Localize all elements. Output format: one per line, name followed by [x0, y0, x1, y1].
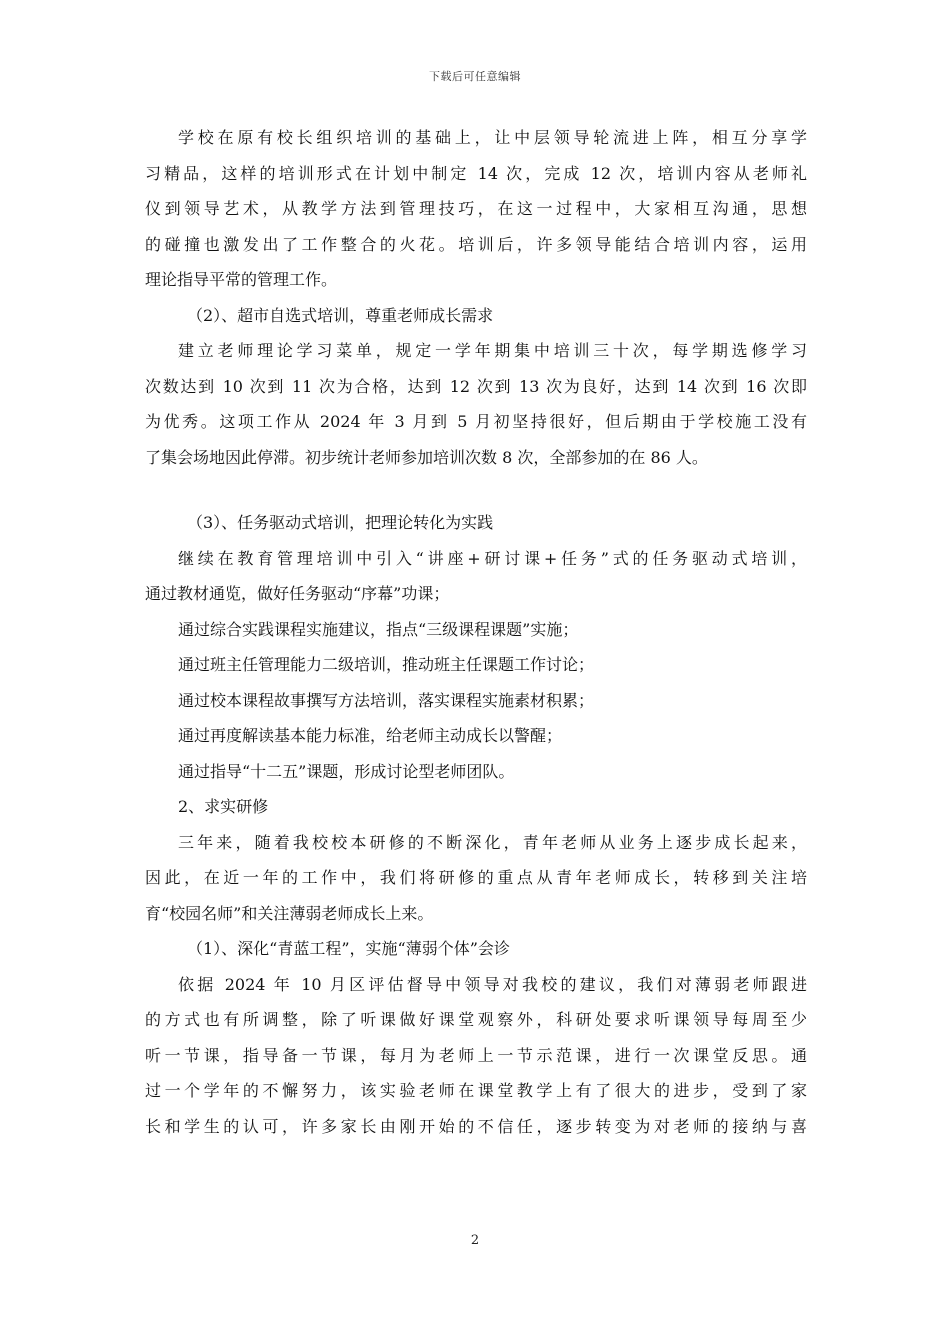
list-item: 通过校本课程故事撰写方法培训，落实课程实施素材积累； — [178, 690, 595, 710]
text-line: 仪到领导艺术，从教学方法到管理技巧，在这一过程中，大家相互沟通，思想 — [145, 199, 807, 218]
text-line: 理论指导平常的管理工作。 — [145, 270, 338, 289]
text-line: 的碰撞也激发出了工作整合的火花。培训后，许多领导能结合培训内容，运用 — [145, 234, 807, 254]
text-line: 因此，在近一年的工作中，我们将研修的重点从青年老师成长，转移到关注培 — [145, 868, 807, 887]
section-heading: 2、求实研修 — [178, 797, 269, 816]
paragraph — [145, 333, 807, 475]
page-header: 下载后可任意编辑 — [429, 70, 521, 83]
text-line: 过一个学年的不懈努力，该实验老师在课堂教学上有了很大的进步，受到了家 — [145, 1081, 807, 1100]
text-line: 依据 2024 年 10 月区评估督导中领导对我校的建议，我们对薄弱老师跟进 — [178, 974, 807, 994]
document-body — [145, 120, 807, 1144]
text-line: 育“校园名师”和关注薄弱老师成长上来。 — [145, 903, 434, 923]
section-heading: （1）、深化“青蓝工程”，实施“薄弱个体”会诊 — [187, 939, 510, 958]
text-line: 次数达到 10 次到 11 次为合格，达到 12 次到 13 次为良好，达到 14 次到 16 次即 — [145, 376, 807, 396]
text-line: 习精品，这样的培训形式在计划中制定 14 次，完成 12 次，培训内容从老师礼 — [145, 163, 807, 183]
text-line: 继续在教育管理培训中引入“讲座+研讨课+任务”式的任务驱动式培训， — [178, 548, 807, 568]
list-item: 通过再度解读基本能力标准，给老师主动成长以警醒； — [178, 726, 563, 745]
text-line: 听一节课，指导备一节课，每月为老师上一节示范课，进行一次课堂反思。通 — [145, 1045, 807, 1065]
section-heading: （2）、超市自选式培训，尊重老师成长需求 — [187, 305, 494, 325]
text-line: 学校在原有校长组织培训的基础上，让中层领导轮流进上阵，相互分享学 — [178, 128, 807, 147]
text-line: 建立老师理论学习菜单，规定一学年期集中培训三十次，每学期选修学习 — [178, 341, 807, 360]
list-item: 通过指导“十二五”课题，形成讨论型老师团队。 — [178, 761, 515, 781]
text-line: 三年来，随着我校校本研修的不断深化，青年老师从业务上逐步成长起来， — [178, 832, 807, 852]
text-line: 通过教材通览，做好任务驱动“序幕”功课； — [145, 584, 450, 603]
paragraph — [145, 967, 807, 1145]
text-line: 的方式也有所调整，除了听课做好课堂观察外，科研处要求听课领导每周至少 — [145, 1010, 807, 1029]
text-line: 为优秀。这项工作从 2024 年 3 月到 5 月初坚持很好，但后期由于学校施工没有 — [145, 412, 807, 431]
section-heading: （3）、任务驱动式培训，把理论转化为实践 — [187, 513, 494, 532]
paragraph-gap — [145, 475, 807, 505]
paragraph — [145, 541, 807, 612]
page-number: 2 — [470, 1233, 480, 1248]
paragraph — [145, 120, 807, 298]
paragraph — [145, 825, 807, 932]
measure-list — [145, 612, 807, 790]
list-item: 通过班主任管理能力二级培训，推动班主任课题工作讨论； — [178, 655, 595, 674]
text-line: 长和学生的认可，许多家长由刚开始的不信任，逐步转变为对老师的接纳与喜 — [145, 1116, 807, 1136]
text-line: 了集会场地因此停滞。初步统计老师参加培训次数 8 次，全部参加的在 86 人。 — [145, 447, 708, 467]
list-item: 通过综合实践课程实施建议，指点“三级课程课题”实施； — [178, 619, 579, 639]
